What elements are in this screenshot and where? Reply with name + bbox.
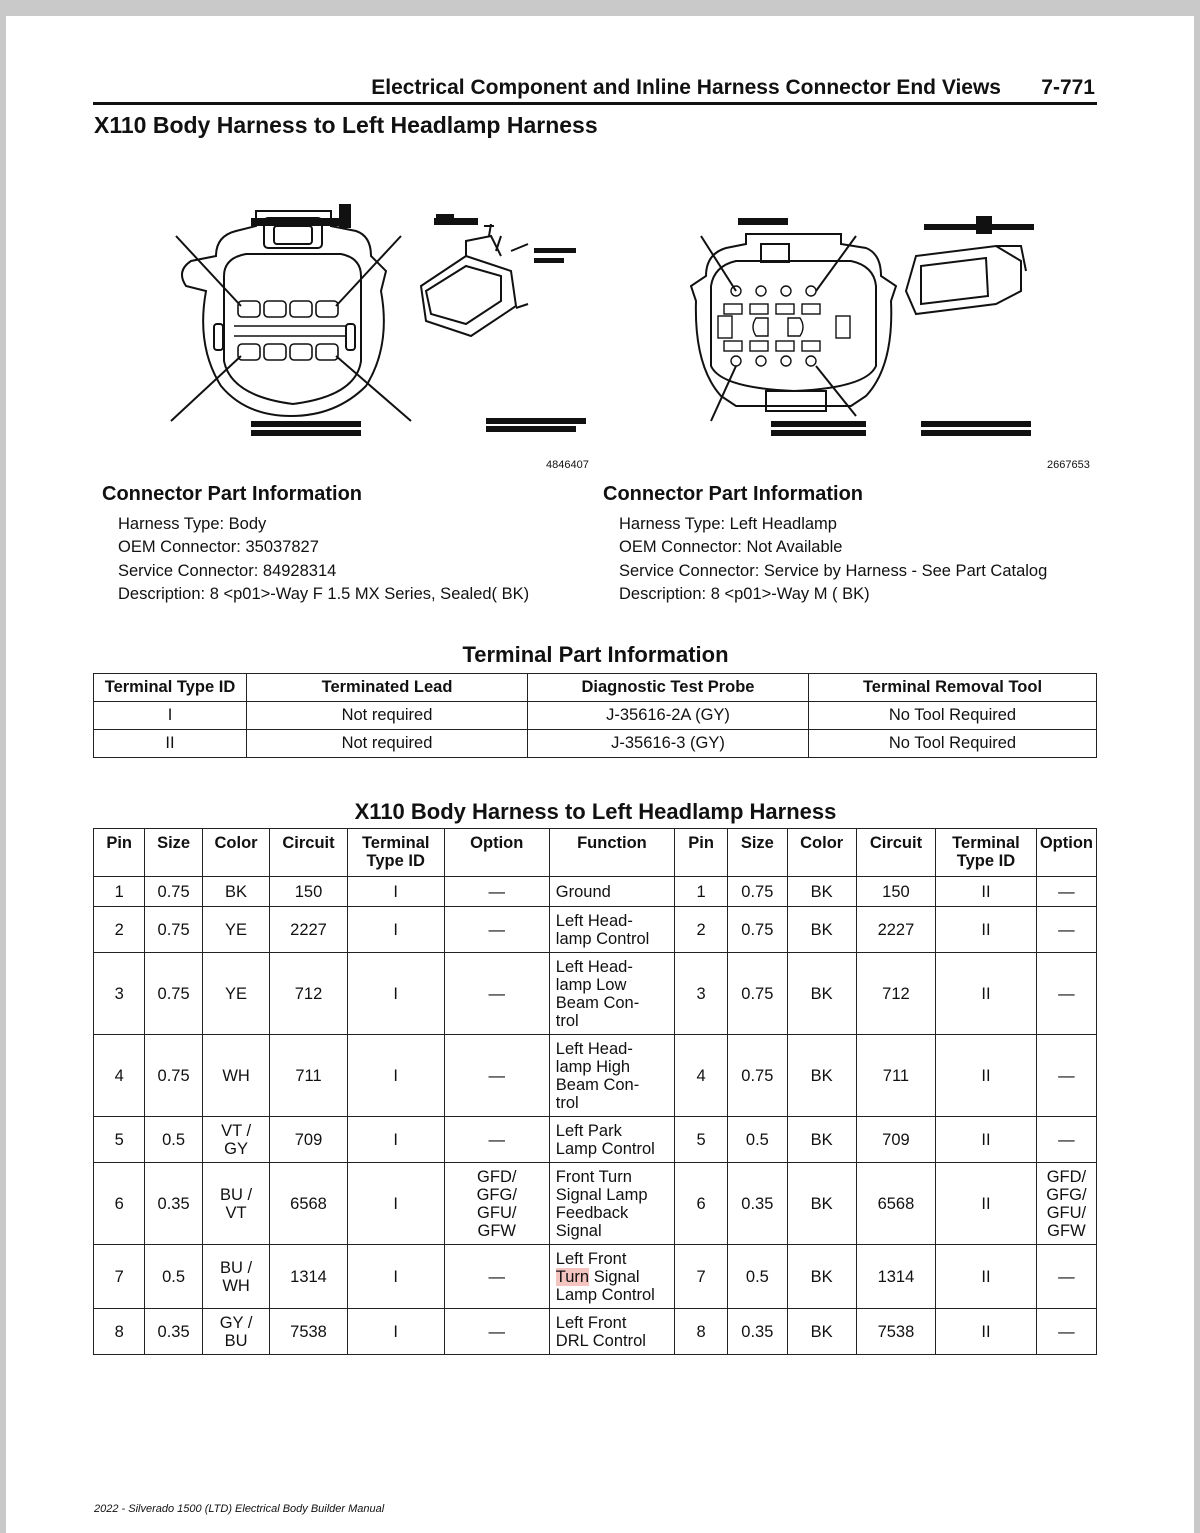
manual-page <box>6 16 1194 1533</box>
terminal-part-info-title: Terminal Part Information <box>462 642 729 667</box>
table-cell: — <box>444 907 549 953</box>
table-cell: — <box>444 1035 549 1117</box>
highlighted-text: Turn <box>555 1267 590 1286</box>
circuit-table-title: X110 Body Harness to Left Headlamp Harness <box>354 799 837 824</box>
terminal-part-info-table <box>93 673 1097 758</box>
column-header: Circuit <box>856 829 935 877</box>
table-cell: — <box>1036 1309 1096 1355</box>
table-cell: BU / VT <box>202 1163 269 1245</box>
table-cell: No Tool Required <box>809 702 1097 730</box>
table-cell: BU / WH <box>202 1245 269 1309</box>
cpi-harness-type: Harness Type: Body <box>118 514 267 533</box>
table-cell: GY / BU <box>202 1309 269 1355</box>
table-cell: I <box>347 877 444 907</box>
table-cell: I <box>94 702 247 730</box>
table-cell: II <box>936 1309 1037 1355</box>
table-cell: — <box>1036 1035 1096 1117</box>
table-cell: — <box>444 877 549 907</box>
table-row <box>94 1245 1097 1309</box>
table-cell: — <box>1036 877 1096 907</box>
table-cell: 0.5 <box>145 1245 202 1309</box>
table-cell: 4 <box>675 1035 728 1117</box>
table-cell: — <box>444 1309 549 1355</box>
table-row <box>94 953 1097 1035</box>
table-cell: 0.5 <box>728 1117 787 1163</box>
table-cell: I <box>347 1245 444 1309</box>
table-cell: BK <box>787 907 856 953</box>
cpi-oem-connector: OEM Connector: Not Available <box>619 538 843 556</box>
table-cell: BK <box>787 1163 856 1245</box>
table-cell: BK <box>787 877 856 907</box>
table-cell: 7 <box>675 1245 728 1309</box>
table-cell: 2 <box>675 907 728 953</box>
table-cell: 7 <box>94 1245 145 1309</box>
table-cell: 709 <box>270 1117 347 1163</box>
cpi-heading: Connector Part Information <box>603 483 864 505</box>
table-cell: 150 <box>856 877 935 907</box>
doc-title: X110 Body Harness to Left Headlamp Harness <box>94 112 598 138</box>
figure-id-right: 2667653 <box>1047 459 1090 471</box>
column-header: Option <box>1036 829 1096 877</box>
table-row <box>94 907 1097 953</box>
table-cell: I <box>347 1035 444 1117</box>
connector-figure-left <box>156 196 596 466</box>
table-cell: 712 <box>270 953 347 1035</box>
table-cell: I <box>347 1163 444 1245</box>
column-header: Color <box>787 829 856 877</box>
table-cell: BK <box>202 877 269 907</box>
column-header: Function <box>549 829 674 877</box>
table-cell: 0.5 <box>728 1245 787 1309</box>
table-cell: 0.75 <box>145 907 202 953</box>
function-cell: Left Front Turn Signal Lamp Control <box>549 1245 674 1309</box>
table-cell: 6568 <box>270 1163 347 1245</box>
table-cell: 0.35 <box>145 1309 202 1355</box>
column-header: Option <box>444 829 549 877</box>
table-cell: BK <box>787 1245 856 1309</box>
table-cell: J-35616-3 (GY) <box>528 730 809 758</box>
function-cell: Left Head- lamp Low Beam Con- trol <box>549 953 674 1035</box>
table-cell: BK <box>787 1035 856 1117</box>
column-header: Pin <box>675 829 728 877</box>
table-cell: BK <box>787 1117 856 1163</box>
table-cell: II <box>936 877 1037 907</box>
table-cell: II <box>936 1035 1037 1117</box>
cpi-service-connector: Service Connector: Service by Harness - See Part Catalog <box>619 561 1048 580</box>
table-cell: 6 <box>675 1163 728 1245</box>
table-cell: 150 <box>270 877 347 907</box>
table-row <box>94 877 1097 907</box>
table-cell: 0.75 <box>728 907 787 953</box>
function-cell: Left Head- lamp High Beam Con- trol <box>549 1035 674 1117</box>
table-cell: — <box>1036 1245 1096 1309</box>
table-cell: GFD/ GFG/ GFU/ GFW <box>1036 1163 1096 1245</box>
table-cell: 2227 <box>856 907 935 953</box>
table-cell: YE <box>202 907 269 953</box>
table-cell: 0.35 <box>728 1309 787 1355</box>
table-cell: I <box>347 1117 444 1163</box>
column-header: Terminal Type ID <box>347 829 444 877</box>
page-header <box>93 74 1097 105</box>
circuit-table <box>93 828 1097 1355</box>
page-footer: 2022 - Silverado 1500 (LTD) Electrical Body Builder Manual <box>94 1503 385 1515</box>
table-row <box>94 1309 1097 1355</box>
connector-part-info-right <box>603 483 1047 607</box>
table-cell: 8 <box>94 1309 145 1355</box>
table-cell: 5 <box>675 1117 728 1163</box>
table-cell: GFD/ GFG/ GFU/ GFW <box>444 1163 549 1245</box>
function-cell: Ground <box>549 877 674 907</box>
column-header: Pin <box>94 829 145 877</box>
table-cell: II <box>936 1117 1037 1163</box>
table-cell: VT / GY <box>202 1117 269 1163</box>
column-header: Terminal Removal Tool <box>809 674 1097 702</box>
cpi-service-connector: Service Connector: 84928314 <box>118 561 337 580</box>
table-row <box>94 702 1097 730</box>
table-cell: 0.5 <box>145 1117 202 1163</box>
table-cell: WH <box>202 1035 269 1117</box>
table-cell: 0.35 <box>728 1163 787 1245</box>
table-cell: 0.35 <box>145 1163 202 1245</box>
table-cell: 2227 <box>270 907 347 953</box>
table-row <box>94 730 1097 758</box>
table-cell: 8 <box>675 1309 728 1355</box>
cpi-description: Description: 8 <p01>-Way F 1.5 MX Series, Sealed( BK) <box>118 585 530 603</box>
table-cell: No Tool Required <box>809 730 1097 758</box>
table-cell: 7538 <box>270 1309 347 1355</box>
cpi-description: Description: 8 <p01>-Way M ( BK) <box>619 585 870 603</box>
table-cell: 0.75 <box>145 1035 202 1117</box>
table-cell: 1 <box>675 877 728 907</box>
table-cell: — <box>444 1245 549 1309</box>
table-cell: 709 <box>856 1117 935 1163</box>
table-cell: 0.75 <box>728 953 787 1035</box>
connector-part-info-left <box>102 483 529 607</box>
table-cell: I <box>347 1309 444 1355</box>
table-row <box>94 1117 1097 1163</box>
table-cell: 0.75 <box>728 1035 787 1117</box>
table-cell: 1314 <box>270 1245 347 1309</box>
table-cell: 5 <box>94 1117 145 1163</box>
table-cell: II <box>936 1163 1037 1245</box>
column-header: Terminal Type ID <box>94 674 247 702</box>
figure-id-left: 4846407 <box>546 459 589 471</box>
table-cell: 711 <box>856 1035 935 1117</box>
table-row <box>94 1035 1097 1117</box>
table-cell: Not required <box>247 702 528 730</box>
table-cell: 1314 <box>856 1245 935 1309</box>
table-cell: — <box>1036 907 1096 953</box>
table-cell: II <box>94 730 247 758</box>
connector-figure-right <box>666 196 1086 466</box>
table-cell: I <box>347 953 444 1035</box>
header-page-number: 7-771 <box>1041 76 1095 99</box>
table-cell: BK <box>787 953 856 1035</box>
table-cell: — <box>1036 953 1096 1035</box>
table-cell: II <box>936 1245 1037 1309</box>
table-row <box>94 1163 1097 1245</box>
cpi-harness-type: Harness Type: Left Headlamp <box>619 514 837 533</box>
table-cell: I <box>347 907 444 953</box>
function-cell: Left Park Lamp Control <box>549 1117 674 1163</box>
table-cell: 0.75 <box>728 877 787 907</box>
table-cell: 0.75 <box>145 877 202 907</box>
column-header: Size <box>728 829 787 877</box>
function-cell: Left Head- lamp Control <box>549 907 674 953</box>
table-cell: II <box>936 907 1037 953</box>
column-header: Diagnostic Test Probe <box>528 674 809 702</box>
table-cell: II <box>936 953 1037 1035</box>
table-cell: 712 <box>856 953 935 1035</box>
table-cell: 7538 <box>856 1309 935 1355</box>
cpi-heading: Connector Part Information <box>102 483 363 505</box>
table-cell: 6 <box>94 1163 145 1245</box>
table-cell: 1 <box>94 877 145 907</box>
table-cell: — <box>1036 1117 1096 1163</box>
table-cell: 3 <box>675 953 728 1035</box>
table-cell: 2 <box>94 907 145 953</box>
table-cell: BK <box>787 1309 856 1355</box>
header-title: Electrical Component and Inline Harness Connector End Views <box>371 76 1001 99</box>
function-cell: Front Turn Signal Lamp Feedback Signal <box>549 1163 674 1245</box>
table-cell: 4 <box>94 1035 145 1117</box>
column-header: Size <box>145 829 202 877</box>
table-cell: Not required <box>247 730 528 758</box>
table-header-row <box>94 829 1097 877</box>
table-cell: J-35616-2A (GY) <box>528 702 809 730</box>
function-cell: Left Front DRL Control <box>549 1309 674 1355</box>
column-header: Color <box>202 829 269 877</box>
table-cell: 6568 <box>856 1163 935 1245</box>
table-cell: — <box>444 953 549 1035</box>
cpi-oem-connector: OEM Connector: 35037827 <box>118 538 319 556</box>
table-cell: 3 <box>94 953 145 1035</box>
table-cell: YE <box>202 953 269 1035</box>
table-cell: 711 <box>270 1035 347 1117</box>
column-header: Circuit <box>270 829 347 877</box>
table-header-row <box>94 674 1097 702</box>
column-header: Terminated Lead <box>247 674 528 702</box>
table-cell: — <box>444 1117 549 1163</box>
table-cell: 0.75 <box>145 953 202 1035</box>
column-header: Terminal Type ID <box>936 829 1037 877</box>
